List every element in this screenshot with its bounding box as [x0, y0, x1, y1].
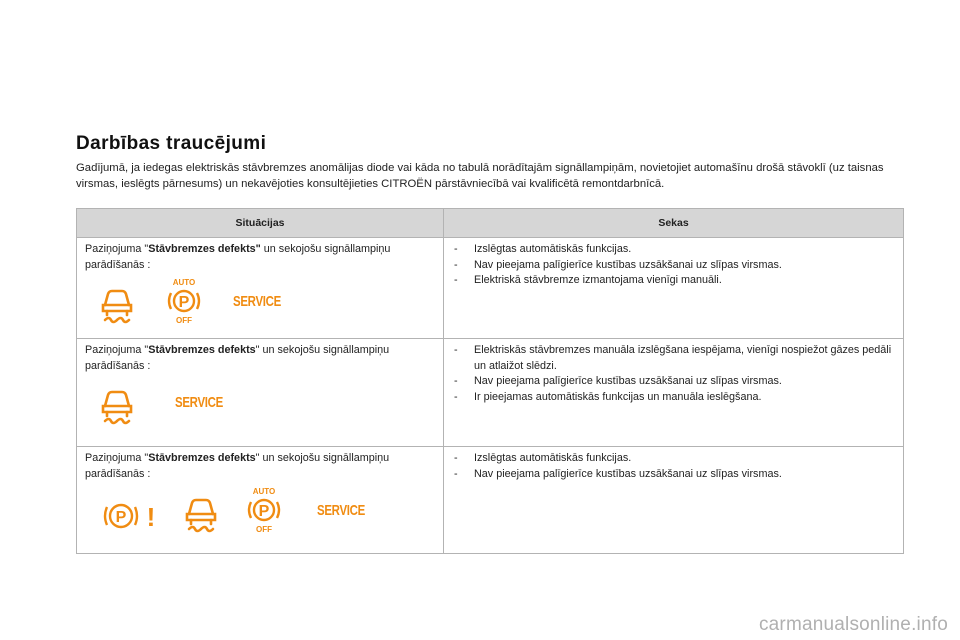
warning-lamps: [85, 486, 437, 546]
svg-text:P: P: [115, 509, 127, 526]
list-item: - Izslēgtas automātiskās funkcijas.: [454, 242, 897, 258]
list-item: - Ir pieejamas automātiskās funkcijas un manuāla ieslēgšana.: [454, 390, 897, 406]
esp-skid-icon: [183, 496, 219, 536]
warning-lamps: [85, 277, 437, 337]
svg-text:P: P: [258, 503, 270, 520]
situation-message: Paziņojuma "Stāvbremzes defekts" un sekojošu signāllampiņu parādīšanās :: [85, 243, 391, 271]
intro-paragraph: Gadījumā, ja iedegas elektriskās stāvbremzes anomālijas diode vai kāda no tabulā norādītajām signāllampiņām, novietojiet automašīnu drošā stāvoklī (uz taisnas virsmas, ieslēgts pārnesums) un nekavējoties konsultējieties CITROËN pārstāvniecībā vai kvalificētā remontdarbnīcā.: [76, 162, 884, 190]
svg-text:OFF: OFF: [176, 316, 192, 325]
situation-cell: [77, 447, 444, 554]
header-effects: Sekas: [444, 209, 904, 238]
page-title: Darbības traucējumi: [76, 133, 267, 154]
situation-message: Paziņojuma "Stāvbremzes defekts" un sekojošu signāllampiņu parādīšanās :: [85, 452, 390, 480]
faults-table: [76, 208, 904, 554]
esp-skid-icon: [99, 388, 135, 428]
svg-text:AUTO: AUTO: [172, 278, 196, 287]
effects-list: [452, 343, 897, 405]
service-icon: [317, 500, 367, 520]
svg-text:AUTO: AUTO: [252, 487, 276, 496]
svg-text:SERVICE: SERVICE: [233, 293, 282, 310]
effects-list: [452, 451, 897, 482]
list-item: - Elektriskās stāvbremzes manuāla izslēgšana iespējama, vienīgi nospiežot gāzes pedāli un atlaižot slēdzi.: [454, 343, 897, 374]
effects-cell: [444, 238, 904, 339]
list-item: - Elektriskā stāvbremze izmantojama vienīgi manuāli.: [454, 273, 897, 289]
situation-message: Paziņojuma "Stāvbremzes defekts" un sekojošu signāllampiņu parādīšanās :: [85, 344, 390, 372]
svg-text:!: !: [146, 502, 156, 532]
list-item: - Izslēgtas automātiskās funkcijas.: [454, 451, 897, 467]
auto-p-off-icon: [245, 486, 283, 534]
svg-text:SERVICE: SERVICE: [175, 394, 224, 411]
svg-text:SERVICE: SERVICE: [317, 502, 366, 519]
situation-cell: [77, 339, 444, 447]
situation-cell: [77, 238, 444, 339]
effects-cell: [444, 447, 904, 554]
brake-p-warning-icon: [103, 498, 161, 534]
list-item: - Nav pieejama palīgierīce kustības uzsākšanai uz slīpas virsmas.: [454, 258, 897, 274]
auto-p-off-icon: [165, 277, 203, 325]
table-row: [77, 339, 904, 447]
table-row: [77, 238, 904, 339]
list-item: - Nav pieejama palīgierīce kustības uzsākšanai uz slīpas virsmas.: [454, 374, 897, 390]
warning-lamps: [85, 378, 437, 438]
service-icon: [233, 291, 283, 311]
effects-cell: [444, 339, 904, 447]
svg-text:P: P: [178, 294, 190, 311]
esp-skid-icon: [99, 287, 135, 327]
list-item: - Nav pieejama palīgierīce kustības uzsākšanai uz slīpas virsmas.: [454, 467, 897, 483]
service-icon: [175, 392, 225, 412]
svg-text:OFF: OFF: [256, 525, 272, 534]
watermark: carmanualsonline.info: [758, 614, 948, 635]
table-row: [77, 447, 904, 554]
effects-list: [452, 242, 897, 289]
table-header-row: [77, 209, 904, 238]
header-situations: Situācijas: [77, 209, 444, 238]
